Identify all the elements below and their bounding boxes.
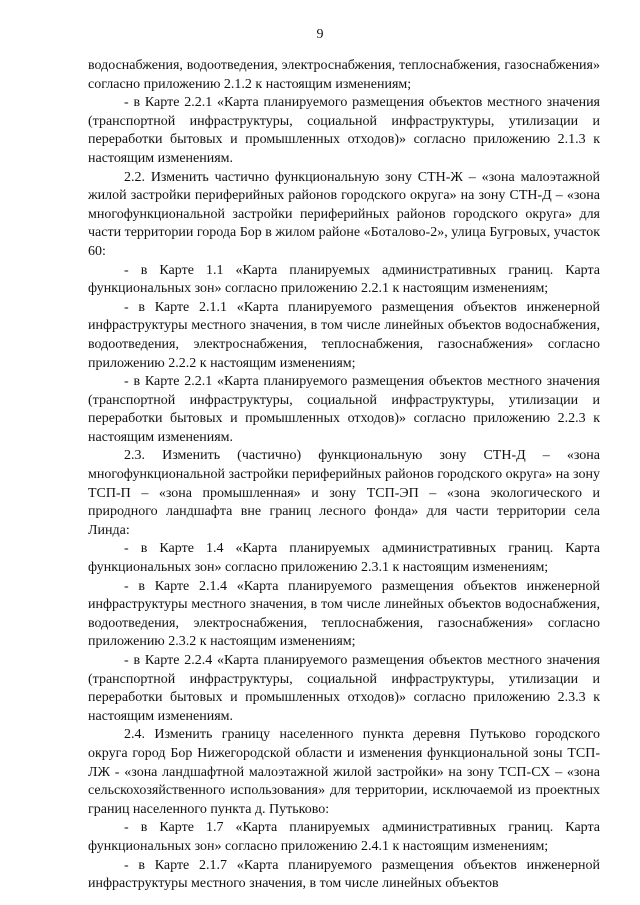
paragraph: водоснабжения, водоотведения, электроснабжения, теплоснабжения, газоснабжения» согласно приложению 2.1.2 к настоящим изменениям;	[88, 58, 600, 92]
paragraph: - в Карте 2.1.7 «Карта планируемого размещения объектов инженерной инфраструктуры местного значения, в том числе линейных объектов	[88, 857, 600, 892]
paragraph: - в Карте 2.1.1 «Карта планируемого размещения объектов инженерной инфраструктуры местного значения, в том числе линейных объектов водоснабжения, водоотведения, электроснабжения, теплоснабжения, газоснабжения» согласно приложению 2.2.2 к настоящим изменениям;	[88, 299, 600, 371]
page-number: 9	[316, 27, 324, 42]
paragraph: 2.3. Изменить (частично) функциональную зону СТН-Д – «зона многофункциональной застройки периферийных районов городского округа» на зону ТСП-П – «зона промышленная» и зону ТСП-ЭП – «зона экологического и природного ландшафта вне границ лесного фонда» для части территории села Линда:	[88, 448, 600, 538]
paragraph: - в Карте 1.1 «Карта планируемых административных границ. Карта функциональных зон» согласно приложению 2.2.1 к настоящим изменениям;	[88, 262, 600, 297]
paragraph: - в Карте 1.7 «Карта планируемых административных границ. Карта функциональных зон» согласно приложению 2.4.1 к настоящим изменениям;	[88, 820, 600, 854]
paragraph: - в Карте 2.2.1 «Карта планируемого размещения объектов местного значения (транспортной инфраструктуры, социальной инфраструктуры, утилизации и переработки бытовых и промышленных отходов)» согласно приложению 2.1.3 к настоящим изменениям.	[88, 95, 600, 166]
paragraph: - в Карте 2.2.4 «Карта планируемого размещения объектов местного значения (транспортной инфраструктуры, социальной инфраструктуры, утилизации и переработки бытовых и промышленных отходов)» согласно приложению 2.3.3 к настоящим изменениям.	[88, 653, 600, 724]
paragraph: 2.2. Изменить частично функциональную зону СТН-Ж – «зона малоэтажной жилой застройки периферийных районов городского округа» на зону СТН-Д – «зона многофункциональной застройки периферийных районов городского округа» для части территории города Бор в жилом районе «Боталово-2», улица Бугровых, участок 60:	[88, 169, 600, 259]
paragraph: - в Карте 2.1.4 «Карта планируемого размещения объектов инженерной инфраструктуры местного значения, в том числе линейных объектов водоснабжения, водоотведения, электроснабжения, теплоснабжения, газоснабжения» согласно приложению 2.3.2 к настоящим изменениям;	[88, 578, 600, 650]
document-body	[88, 57, 600, 894]
paragraph: 2.4. Изменить границу населенного пункта деревня Путьково городского округа город Бор Нижегородской области и изменения функциональной зоны ТСП-ЛЖ - «зона ландшафтной малоэтажной жилой застройки» на зону ТСП-СХ – «зона сельскохозяйственного использования» для территории, исключаемой из проектных границ населенного пункта д. Путьково:	[88, 727, 600, 817]
paragraph: - в Карте 2.2.1 «Карта планируемого размещения объектов местного значения (транспортной инфраструктуры, социальной инфраструктуры, утилизации и переработки бытовых и промышленных отходов)» согласно приложению 2.2.3 к настоящим изменениям.	[88, 374, 600, 445]
paragraph: - в Карте 1.4 «Карта планируемых административных границ. Карта функциональных зон» согласно приложению 2.3.1 к настоящим изменениям;	[88, 541, 600, 576]
